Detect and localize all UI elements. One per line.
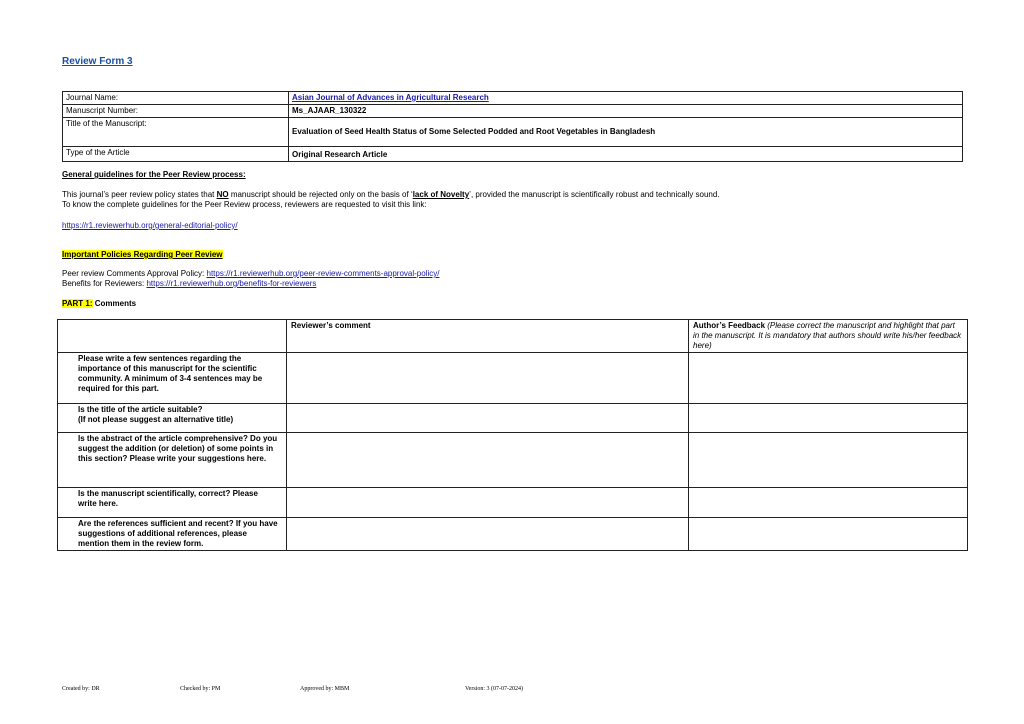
info-row-title <box>63 118 963 147</box>
manuscript-info-table <box>62 91 963 162</box>
policies-heading: Important Policies Regarding Peer Review <box>62 250 223 259</box>
question-abstract: Is the abstract of the article comprehensive? Do you suggest the addition (or deletion) of some points in this section? Please write your suggestions here. <box>58 433 287 488</box>
form-title: Review Form 3 <box>62 56 133 67</box>
guidelines-instruction: To know the complete guidelines for the Peer Review process, reviewers are requested to visit this link: <box>62 200 427 209</box>
question-row <box>58 353 968 404</box>
comments-header-row <box>58 320 968 353</box>
comments-table <box>57 319 968 551</box>
author-feedback-cell[interactable] <box>689 518 968 551</box>
part1-label: PART 1: <box>62 299 93 308</box>
part1-heading <box>62 299 136 309</box>
policies-links <box>62 269 439 289</box>
author-feedback-cell[interactable] <box>689 404 968 433</box>
guidelines-paragraph: This journal’s peer review policy states that NO manuscript should be rejected only on the basis of ‘lack of Novelty’, provided the manuscript is scientifically robust and technically sound. To know the complete guidelines for the Peer Review process, reviewers are requested to visit this link: <box>62 190 720 209</box>
reviewer-comment-cell[interactable] <box>287 353 689 404</box>
article-type-value: Original Research Article <box>289 147 963 162</box>
approval-policy-link[interactable]: https://r1.reviewerhub.org/peer-review-comments-approval-policy/ <box>206 269 440 278</box>
editorial-policy-link[interactable]: https://r1.reviewerhub.org/general-editorial-policy/ <box>62 221 238 230</box>
approval-policy-label: Peer review Comments Approval Policy: <box>62 269 207 278</box>
reviewer-comment-cell[interactable] <box>287 518 689 551</box>
footer-approved-by: Approved by: MBM <box>300 686 350 692</box>
article-type-label: Type of the Article <box>63 147 289 162</box>
question-title: Is the title of the article suitable? (If not please suggest an alternative title) <box>58 404 287 433</box>
info-row-type <box>63 147 963 162</box>
info-row-journal <box>63 92 963 105</box>
journal-name-link[interactable]: Asian Journal of Advances in Agricultural Research <box>292 93 489 102</box>
journal-name-label: Journal Name: <box>63 92 289 105</box>
reviewer-comment-cell[interactable] <box>287 404 689 433</box>
manuscript-number-label: Manuscript Number: <box>63 105 289 118</box>
no-emphasis: NO <box>216 190 229 199</box>
question-row <box>58 433 968 488</box>
author-feedback-cell[interactable] <box>689 433 968 488</box>
question-row <box>58 404 968 433</box>
header-blank-cell <box>58 320 287 353</box>
benefits-label: Benefits for Reviewers: <box>62 279 147 288</box>
question-scientific: Is the manuscript scientifically, correct? Please write here. <box>58 488 287 518</box>
manuscript-title-value: Evaluation of Seed Health Status of Some Selected Podded and Root Vegetables in Bangladesh <box>289 118 963 147</box>
guidelines-heading: General guidelines for the Peer Review process: <box>62 170 246 179</box>
reviewer-comment-header: Reviewer’s comment <box>287 320 689 353</box>
footer-created-by: Created by: DR <box>62 686 100 692</box>
manuscript-title-label: Title of the Manuscript: <box>63 118 289 147</box>
footer-checked-by: Checked by: PM <box>180 686 221 692</box>
footer-version: Version: 3 (07-07-2024) <box>465 686 523 692</box>
question-importance: Please write a few sentences regarding the importance of this manuscript for the scientific community. A minimum of 3-4 sentences may be required for this part. <box>58 353 287 404</box>
lack-of-novelty-emphasis: lack of Novelty <box>412 190 470 199</box>
info-row-manuscript-number <box>63 105 963 118</box>
benefits-link[interactable]: https://r1.reviewerhub.org/benefits-for-reviewers <box>146 279 317 288</box>
part1-title: Comments <box>92 299 137 308</box>
reviewer-comment-cell[interactable] <box>287 488 689 518</box>
question-row <box>58 488 968 518</box>
manuscript-number-value: Ms_AJAAR_130322 <box>289 105 963 118</box>
reviewer-comment-cell[interactable] <box>287 433 689 488</box>
author-feedback-cell[interactable] <box>689 488 968 518</box>
author-feedback-cell[interactable] <box>689 353 968 404</box>
question-references: Are the references sufficient and recent? If you have suggestions of additional references, please mention them in the review form. <box>58 518 287 551</box>
question-row <box>58 518 968 551</box>
author-feedback-header: Author’s Feedback (Please correct the manuscript and highlight that part in the manuscript. It is mandatory that authors should write his/her feedback here) <box>689 320 968 353</box>
